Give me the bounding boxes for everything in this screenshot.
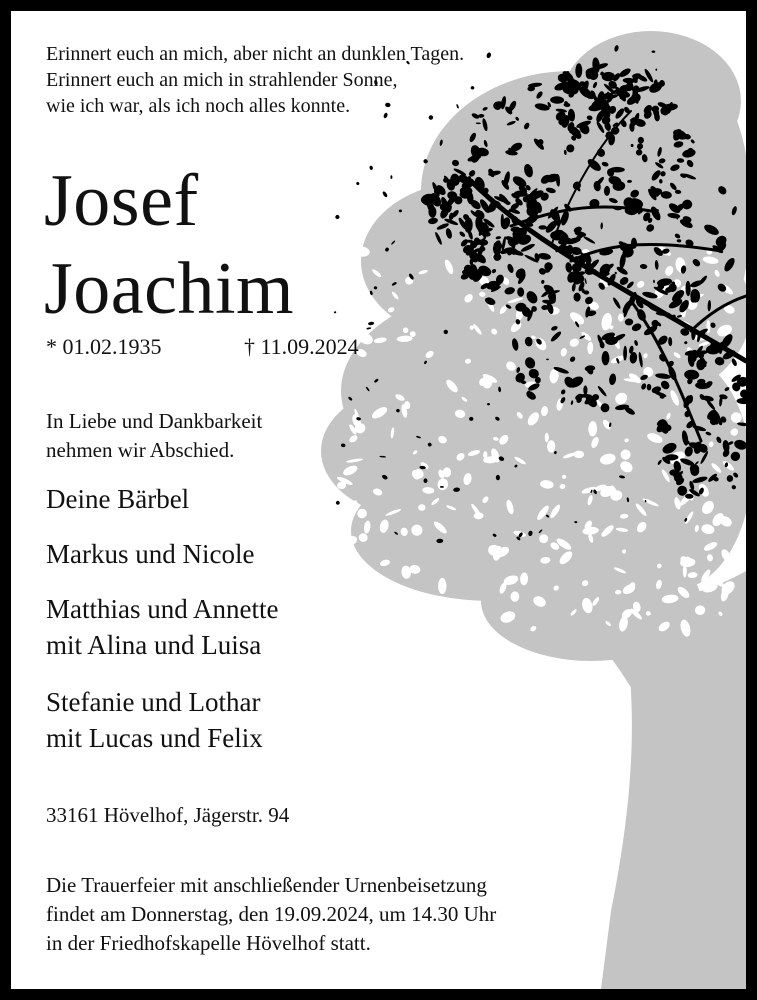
service-line: in der Friedhofskapelle Hövelhof statt. (46, 931, 371, 955)
family-line: Matthias und Annette (46, 594, 279, 624)
funeral-service-info (46, 871, 496, 958)
farewell-line: In Liebe und Dankbarkeit (46, 409, 263, 433)
family-group (46, 591, 278, 663)
family-line: Deine Bärbel (46, 484, 190, 514)
deceased-first-name: Josef (44, 160, 199, 242)
family-line: Markus und Nicole (46, 539, 255, 569)
poem-line: wie ich war, als ich noch alles konnte. (46, 95, 351, 117)
death-date: † 11.09.2024 (244, 334, 359, 359)
family-group (46, 536, 254, 572)
obituary-text (11, 11, 746, 989)
poem-line: Erinnert euch an mich, aber nicht an dunklen Tagen. (46, 43, 465, 65)
deceased-last-name: Joachim (44, 248, 295, 330)
birth-date: * 01.02.1935 (46, 334, 162, 359)
poem-line: Erinnert euch an mich in strahlender Sonne, (46, 69, 398, 91)
address: 33161 Hövelhof, Jägerstr. 94 (46, 803, 290, 827)
service-line: Die Trauerfeier mit anschließender Urnenbeisetzung (46, 873, 487, 897)
family-line: mit Lucas und Felix (46, 723, 263, 753)
life-dates (46, 333, 359, 361)
farewell-text (46, 407, 262, 465)
family-group (46, 684, 263, 756)
service-line: findet am Donnerstag, den 19.09.2024, um 14.30 Uhr (46, 902, 497, 926)
family-line: Stefanie und Lothar (46, 687, 261, 717)
poem (46, 41, 464, 119)
family-line: mit Alina und Luisa (46, 630, 262, 660)
family-group (46, 481, 189, 517)
farewell-line: nehmen wir Abschied. (46, 438, 235, 462)
